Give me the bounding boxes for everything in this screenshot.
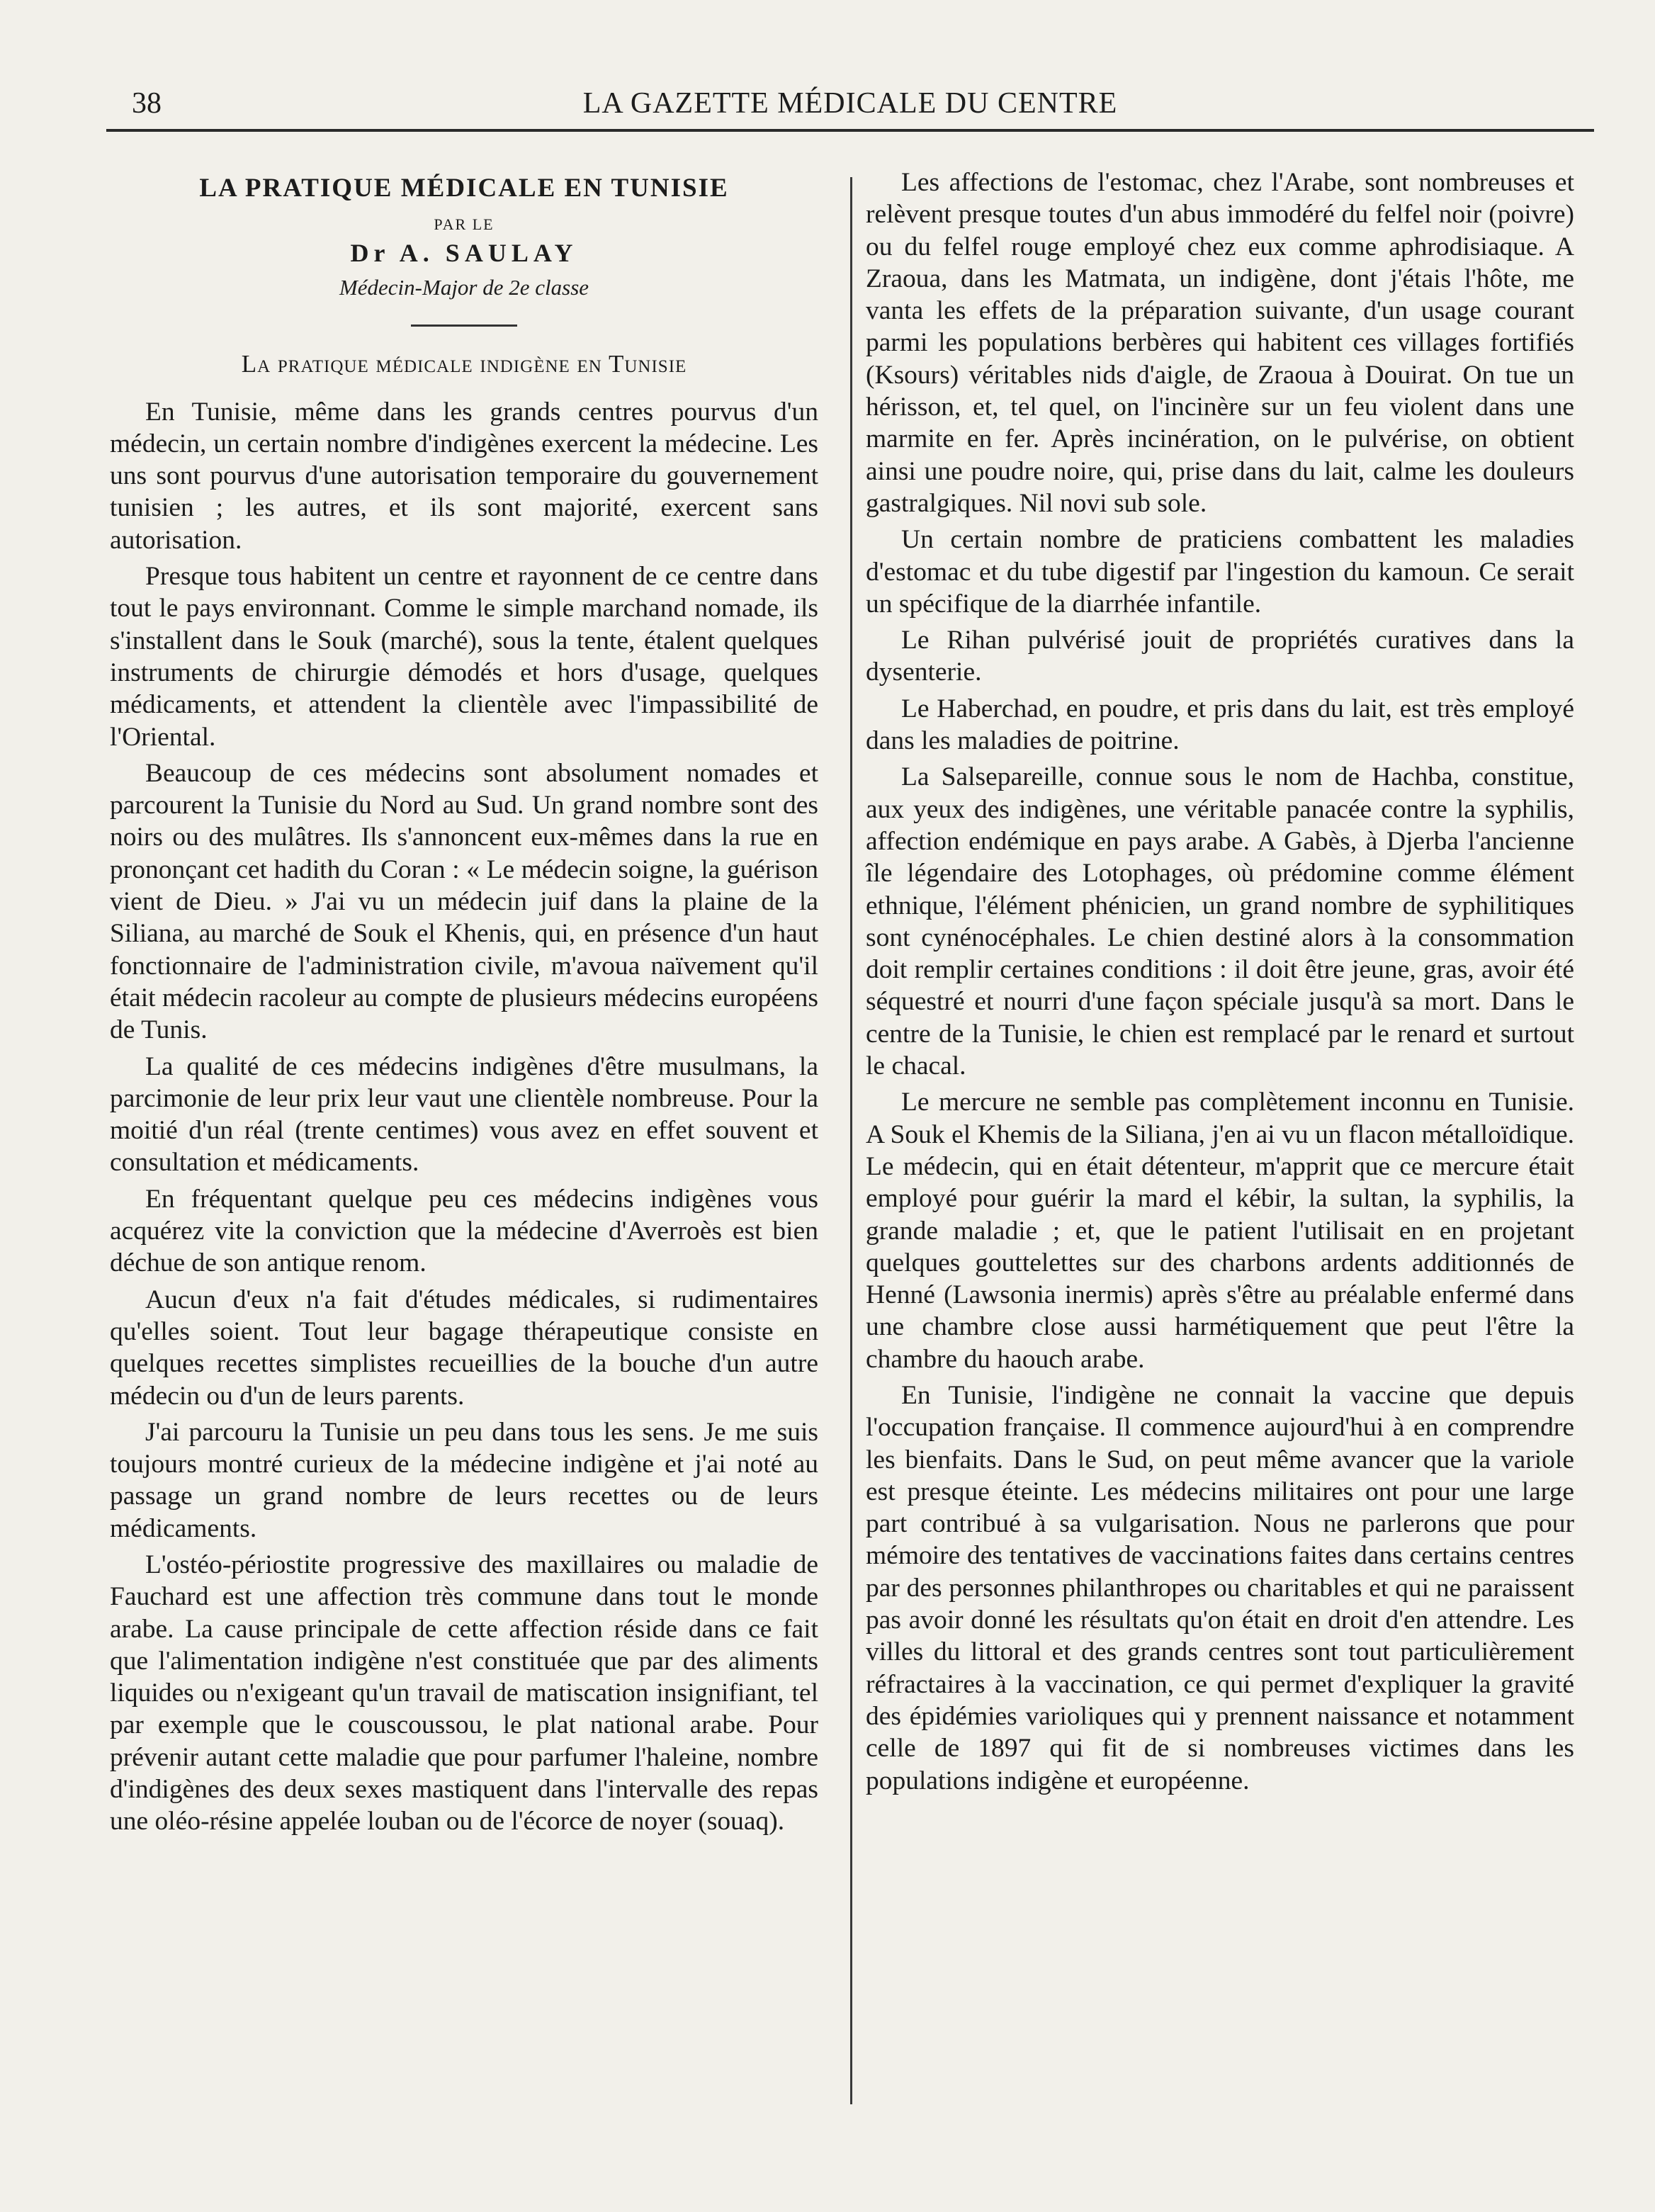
left-column (110, 167, 818, 1838)
page-header (106, 79, 1594, 132)
right-column (866, 167, 1574, 1797)
column-divider (850, 177, 852, 2104)
paragraph: La Salsepareille, connue sous le nom de Hachba, constitue, aux yeux des indigènes, une véritable panacée contre la syphilis, affection endémique en pays arabe. A Gabès, à Djerba l'ancienne île légendaire des Lotophages, où prédomine comme élément ethnique, l'élément phénicien, un grand nombre de syphilitiques sont cynénocéphales. Le chien destiné alors à la consommation doit remplir certaines conditions : il doit être jeune, gras, avoir été séquestré et nourri d'une façon spéciale jusqu'à sa mort. Dans le centre de la Tunisie, le chien est remplacé par le renard et surtout le chacal. (866, 762, 1574, 1081)
article-byline: PAR LE (434, 215, 495, 234)
paragraph: En fréquentant quelque peu ces médecins indigènes vous acquérez vite la conviction que la médecine d'Averroès est bien déchue de son antique renom. (110, 1184, 818, 1278)
paragraph: La qualité de ces médecins indigènes d'être musulmans, la parcimonie de leur prix leur vaut une clientèle nombreuse. Pour la moitié d'un réal (trente centimes) vous avez en effet souvent et consultation et médicaments. (110, 1051, 818, 1178)
paragraph: Le Haberchad, en poudre, et pris dans du lait, est très employé dans les maladies de poitrine. (866, 694, 1574, 756)
paragraph: Presque tous habitent un centre et rayonnent de ce centre dans tout le pays environnant. Comme le simple marchand nomade, ils s'installent dans le Souk (marché), sous la tente, étalent quelques instruments de chirurgie démodés et hors d'usage, quelques médicaments, et attendent la clientèle avec l'impassibilité de l'Oriental. (110, 562, 818, 752)
paragraph: Un certain nombre de praticiens combattent les maladies d'estomac et du tube digestif par l'ingestion du kamoun. Ce serait un spécifique de la diarrhée infantile. (866, 525, 1574, 619)
page-number: 38 (132, 87, 162, 120)
paragraph: Le Rihan pulvérisé jouit de propriétés curatives dans la dysenterie. (866, 626, 1574, 687)
journal-title: LA GAZETTE MÉDICALE DU CENTRE (582, 87, 1118, 120)
section-title: La pratique médicale indigène en Tunisie (241, 350, 687, 378)
title-divider (411, 325, 517, 327)
paragraph: En Tunisie, l'indigène ne connait la vaccine que depuis l'occupation française. Il commence aujourd'hui à en comprendre les bienfaits. Dans le Sud, on peut même avancer que la variole est presque éteinte. Les médecins militaires ont pour une large part contribué à sa vulgarisation. Nous ne parlerons que pour mémoire des tentatives de vaccinations faites dans certains centres par des personnes philanthropes ou charitables et qui ne paraissent pas avoir donné les résultats qu'on était en droit d'en attendre. Les villes du littoral et des grands centres sont tout particulièrement réfractaires à la vaccination, ce qui permet d'expliquer la gravité des épidémies varioliques qui y prennent naissance et notamment celle de 1897 qui fit de si nombreuses victimes dans les populations indigène et européenne. (866, 1380, 1574, 1795)
author-rank: Médecin-Major de 2e classe (339, 275, 589, 300)
paragraph: L'ostéo-périostite progressive des maxillaires ou maladie de Fauchard est une affection très commune dans tout le monde arabe. La cause principale de cette affection réside dans ce fait que l'alimentation indigène n'est constituée que par des aliments liquides ou n'exigeant qu'un travail de matiscation insignifiant, tel par exemple que le couscoussou, le plat national arabe. Pour prévenir autant cette maladie que pour parfumer l'haleine, nombre d'indigènes des deux sexes mastiquent dans l'intervalle des repas une oléo-résine appelée louban ou de l'écorce de noyer (souaq). (110, 1550, 818, 1836)
article-author: Dr A. SAULAY (350, 239, 578, 268)
paragraph: J'ai parcouru la Tunisie un peu dans tous les sens. Je me suis toujours montré curieux de la médecine indigène et j'ai noté au passage un grand nombre de leurs recettes ou de leurs médicaments. (110, 1417, 818, 1543)
paragraph: Aucun d'eux n'a fait d'études médicales, si rudimentaires qu'elles soient. Tout leur bagage thérapeutique consiste en quelques recettes simplistes recueillies de la bouche d'un autre médecin ou d'un de leurs parents. (110, 1285, 818, 1411)
paragraph: Le mercure ne semble pas complètement inconnu en Tunisie. A Souk el Khemis de la Siliana, j'en ai vu un flacon métalloïdique. Le médecin, qui en était détenteur, m'apprit que ce mercure était employé pour guérir la mard el kébir, la sultan, la syphilis, la grande maladie ; et, que le patient l'utilisait en en projetant quelques gouttelettes sur des charbons ardents additionnés de Henné (Lawsonia inermis) après s'être au préalable enfermé dans une chambre close aussi harmétiquement que peut l'être la chambre du haouch arabe. (866, 1088, 1574, 1374)
paragraph: En Tunisie, même dans les grands centres pourvus d'un médecin, un certain nombre d'indigènes exercent la médecine. Les uns sont pourvus d'une autorisation temporaire du gouvernement tunisien ; les autres, et ils sont majorité, exercent sans autorisation. (110, 397, 818, 555)
paragraph: Beaucoup de ces médecins sont absolument nomades et parcourent la Tunisie du Nord au Sud. Un grand nombre sont des noirs ou des mulâtres. Ils s'annoncent eux-mêmes dans la rue en prononçant cet hadith du Coran : « Le médecin soigne, la guérison vient de Dieu. » J'ai vu un médecin juif dans la plaine de la Siliana, au marché de Souk el Khenis, qui, en présence d'un haut fonctionnaire de l'administration civile, m'avoua naïvement qu'il était médecin racoleur au compte de plusieurs médecins européens de Tunis. (110, 758, 818, 1045)
article-title: LA PRATIQUE MÉDICALE EN TUNISIE (199, 174, 729, 203)
paragraph: Les affections de l'estomac, chez l'Arabe, sont nombreuses et relèvent presque toutes d'un abus immodéré du felfel noir (poivre) ou du felfel rouge employé chez eux comme aphrodisiaque. A Zraoua, dans les Matmata, un indigène, dont j'étais l'hôte, me vanta les effets de la préparation suivante, d'un usage courant parmi les populations berbères qui habitent ces villages fortifiés (Ksours) véritables nids d'aigle, de Zraoua à Douirat. On tue un hérisson, et, tel quel, on l'incinère sur un feu violent dans une marmite en fer. Après incinération, on le pulvérise, on obtient ainsi une poudre noire, qui, prise dans du lait, calme les douleurs gastralgiques. Nil novi sub sole. (866, 168, 1574, 518)
